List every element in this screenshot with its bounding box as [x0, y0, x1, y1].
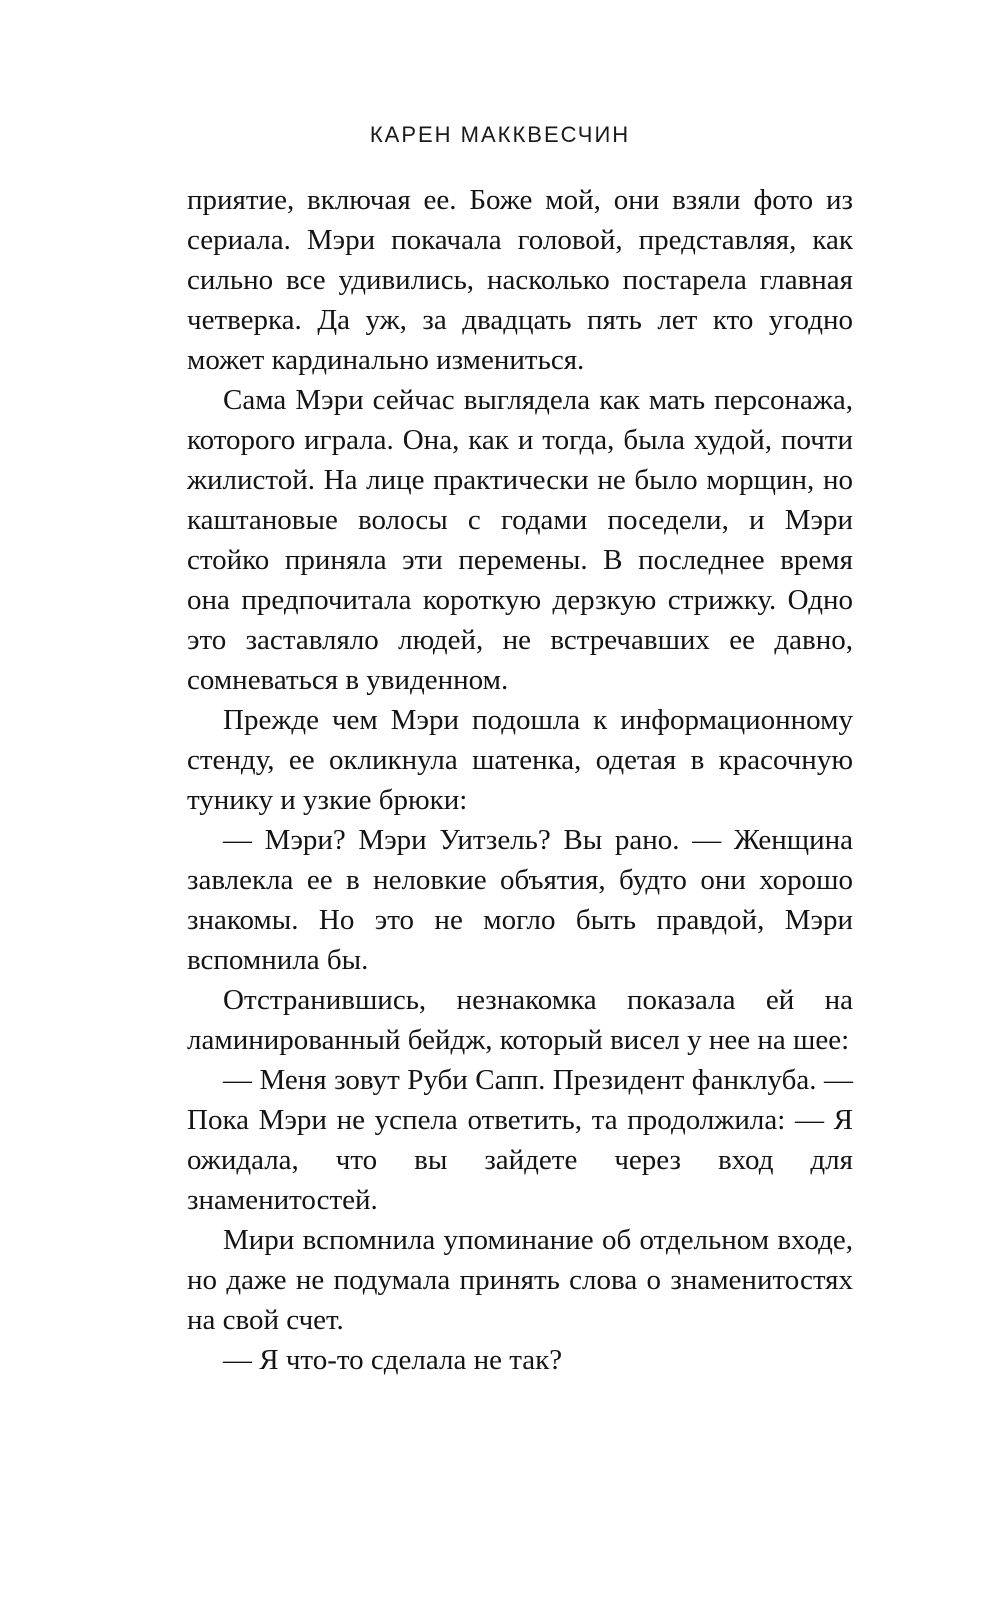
paragraph: Мири вспомнила упоминание об отдельном входе, но даже не подумала принять слова о знаменитостях на свой счет. — [187, 1224, 853, 1336]
paragraph: Сама Мэри сейчас выглядела как мать персонажа, которого играла. Она, как и тогда, была худой, почти жилистой. На лице практически не было морщин, но каштановые волосы с годами поседели, и Мэри стойко приняла эти перемены. В последнее время она предпочитала короткую дерзкую стрижку. Одно это заставляло людей, не встречавших ее давно, сомневаться в увиденном. — [187, 384, 853, 696]
paragraph: приятие, включая ее. Боже мой, они взяли фото из сериала. Мэри покачала головой, представляя, как сильно все удивились, насколько постарела главная четверка. Да уж, за двадцать пять лет кто угодно может кардинально измениться. — [187, 184, 853, 376]
dialogue-paragraph: — Мэри? Мэри Уитзель? Вы рано. — Женщина завлекла ее в неловкие объятия, будто они хорошо знакомы. Но это не могло быть правдой, Мэри вспомнила бы. — [187, 824, 853, 976]
paragraph: Отстранившись, незнакомка показала ей на ламинированный бейдж, который висел у нее на шее: — [187, 984, 853, 1056]
paragraph: Прежде чем Мэри подошла к информационному стенду, ее окликнула шатенка, одетая в красочную тунику и узкие брюки: — [187, 704, 853, 816]
body-text — [187, 180, 853, 1380]
dialogue-paragraph: — Я что-то сделала не так? — [223, 1344, 563, 1376]
dialogue-paragraph: — Меня зовут Руби Сапп. Президент фанклуба. — Пока Мэри не успела ответить, та продолжила: — Я ожидала, что вы зайдете через вход для знаменитостей. — [187, 1064, 853, 1216]
running-head: КАРЕН МАККВЕСЧИН — [369, 122, 631, 147]
